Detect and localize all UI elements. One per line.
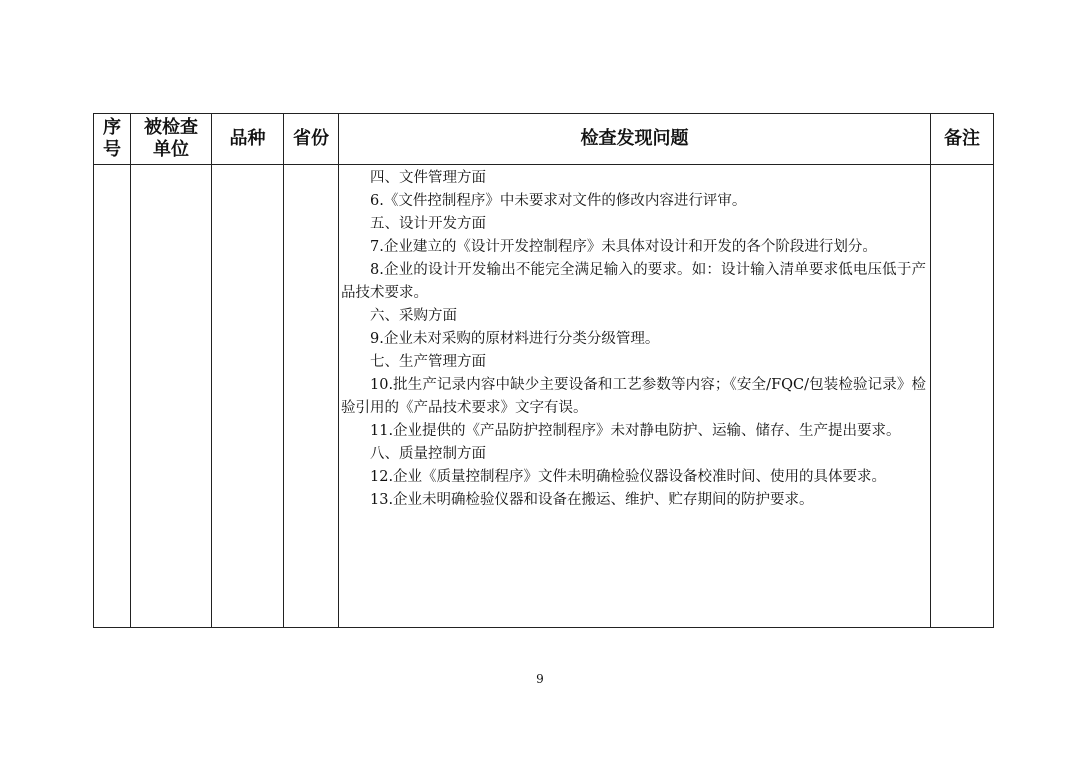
section-heading-procurement: 六、采购方面 xyxy=(370,308,457,324)
header-serial-number: 序 号 xyxy=(94,114,131,165)
header-issues-found: 检查发现问题 xyxy=(339,114,931,165)
finding-item-10: 10.批生产记录内容中缺少主要设备和工艺参数等内容；《安全/FQC/包装检验记录》检验引用的《产品技术要求》文字有误。 xyxy=(341,377,926,416)
header-variety: 品种 xyxy=(212,114,284,165)
header-remarks: 备注 xyxy=(931,114,994,165)
section-heading-design-development: 五、设计开发方面 xyxy=(370,216,486,232)
table-header-row xyxy=(94,114,994,165)
header-province: 省份 xyxy=(284,114,339,165)
finding-item-13: 13.企业未明确检验仪器和设备在搬运、维护、贮存期间的防护要求。 xyxy=(370,492,814,508)
finding-item-12: 12.企业《质量控制程序》文件未明确检验仪器设备校准时间、使用的具体要求。 xyxy=(370,469,887,485)
finding-item-11: 11.企业提供的《产品防护控制程序》未对静电防护、运输、储存、生产提出要求。 xyxy=(370,423,901,439)
cell-variety xyxy=(212,165,284,628)
inspection-table xyxy=(93,113,994,628)
cell-inspected-unit xyxy=(131,165,212,628)
cell-issues-found xyxy=(339,165,931,628)
finding-item-8: 8.企业的设计开发输出不能完全满足输入的要求。如：设计输入清单要求低电压低于产品技术要求。 xyxy=(341,262,926,301)
section-heading-production-management: 七、生产管理方面 xyxy=(370,354,486,370)
table-row xyxy=(94,165,994,628)
finding-item-7: 7.企业建立的《设计开发控制程序》未具体对设计和开发的各个阶段进行划分。 xyxy=(370,239,877,255)
section-heading-quality-control: 八、质量控制方面 xyxy=(370,446,486,462)
section-heading-document-management: 四、文件管理方面 xyxy=(370,170,486,186)
cell-province xyxy=(284,165,339,628)
cell-remarks xyxy=(931,165,994,628)
header-inspected-unit: 被检查 单位 xyxy=(131,114,212,165)
finding-item-6: 6.《文件控制程序》中未要求对文件的修改内容进行评审。 xyxy=(370,193,747,209)
cell-serial-number xyxy=(94,165,131,628)
finding-item-9: 9.企业未对采购的原材料进行分类分级管理。 xyxy=(370,331,660,347)
page-number: 9 xyxy=(536,672,544,686)
findings-list xyxy=(339,165,930,512)
